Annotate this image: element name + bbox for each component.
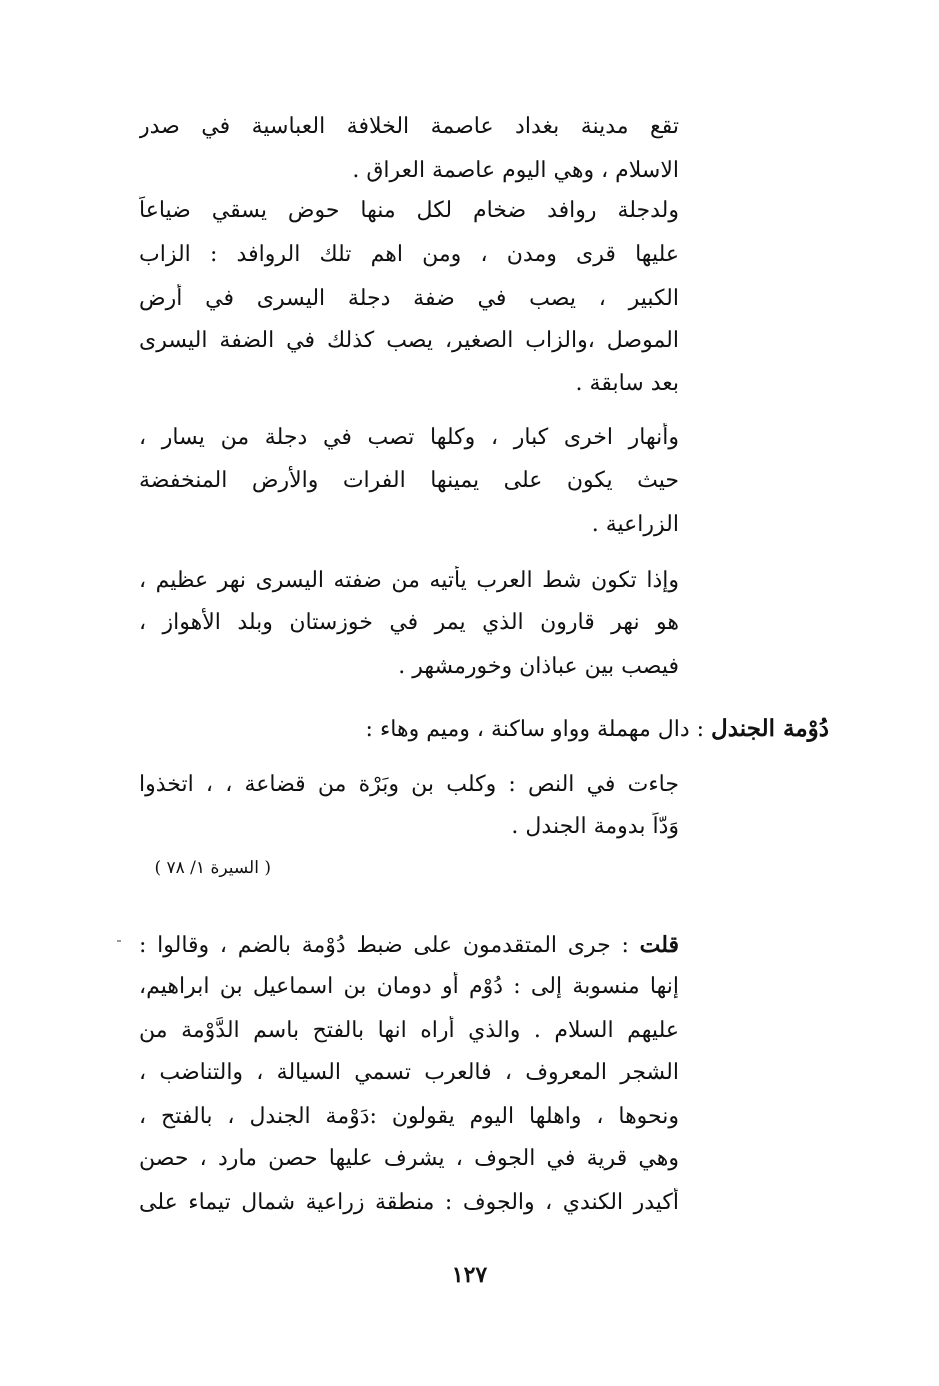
entry-title: دُوْمة الجندل xyxy=(711,715,829,742)
comment-line: وهي قرية في الجوف ، يشرف عليها حصن مارد ، حصن xyxy=(139,1146,679,1171)
comment-first-line-text: : جرى المتقدمون على ضبط دُوْمة بالضم ، وقالوا : xyxy=(139,933,640,958)
text-line: بعد سابقة . xyxy=(575,371,679,396)
text-line: ولدجلة روافد ضخام لكل منها حوض يسقي ضياعاً xyxy=(139,198,679,223)
page-number: ١٢٧ xyxy=(451,1262,488,1288)
text-line: حيث يكون على يمينها الفرات والأرض المنخفضة xyxy=(139,468,679,493)
text-line: هو نهر قارون الذي يمر في خوزستان وبلد الأهواز ، xyxy=(139,610,679,635)
text-line: عليها قرى ومدن ، ومن اهم تلك الروافد : الزاب xyxy=(139,242,679,267)
text-line: الزراعية . xyxy=(591,512,679,537)
comment-line: عليهم السلام . والذي أراه انها بالفتح باسم الدَّوْمة من xyxy=(139,1018,679,1043)
text-line: الكبير ، يصب في ضفة دجلة اليسرى في أرض xyxy=(139,286,679,311)
comment-first-line xyxy=(139,930,679,960)
comment-line: ونحوها ، واهلها اليوم يقولون :دَوْمة الجندل ، بالفتح ، xyxy=(139,1104,679,1129)
text-line: وأنهار اخرى كبار ، وكلها تصب في دجلة من يسار ، xyxy=(139,425,679,450)
quote-line: وَدّاً بدومة الجندل . xyxy=(511,814,679,839)
scan-speck xyxy=(117,940,121,942)
text-line: تقع مدينة بغداد عاصمة الخلافة العباسية في صدر xyxy=(139,114,679,139)
comment-label: قلت xyxy=(639,932,679,958)
quote-line: جاءت في النص : وكلب بن وبَرْة من قضاعة ، ، اتخذوا xyxy=(139,772,679,797)
comment-line: الشجر المعروف ، فالعرب تسمي السيالة ، والتناضب ، xyxy=(139,1060,679,1085)
comment-line: أكيدر الكندي ، والجوف : منطقة زراعية شمال تيماء على xyxy=(139,1190,679,1215)
text-line: الاسلام ، وهي اليوم عاصمة العراق . xyxy=(352,158,679,183)
comment-line: إنها منسوبة إلى : دُوْم أو دومان بن اسماعيل بن ابراهيم، xyxy=(139,974,679,999)
entry-heading xyxy=(109,714,829,745)
entry-definition: : دال مهملة وواو ساكنة ، وميم وهاء : xyxy=(365,717,712,742)
citation: ( السيرة ١/ ٧٨ ) xyxy=(154,858,271,878)
text-line: فيصب بين عباذان وخورمشهر . xyxy=(398,654,679,679)
text-line: وإذا تكون شط العرب يأتيه من ضفته اليسرى نهر عظيم ، xyxy=(139,568,679,593)
text-line: الموصل ،والزاب الصغير، يصب كذلك في الضفة اليسرى xyxy=(139,328,679,353)
